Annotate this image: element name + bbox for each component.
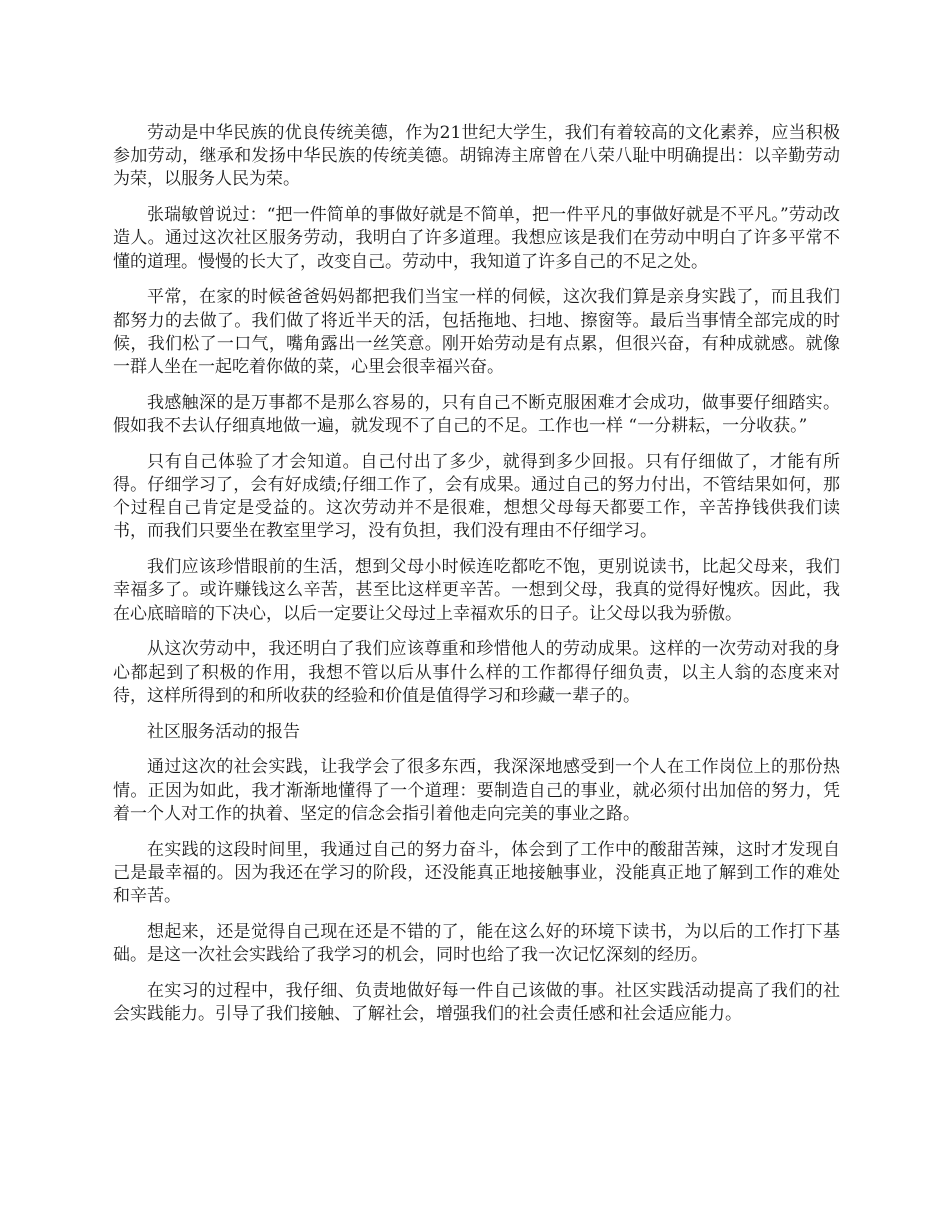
- paragraph-practice-period: 在实践的这段时间里，我通过自己的努力奋斗，体会到了工作中的酸甜苦辣，这时才发现自己是最幸福的。因为我还在学习的阶段，还没能真正地接触事业，没能真正地了解到工作的难处和辛苦。: [113, 839, 840, 907]
- paragraph-internship: 在实习的过程中，我仔细、负责地做好每一件自己该做的事。社区实践活动提高了我们的社会实践能力。引导了我们接触、了解社会，增强我们的社会责任感和社会适应能力。: [113, 980, 840, 1025]
- document-page: [113, 122, 840, 1039]
- paragraph-cherish-life: 我们应该珍惜眼前的生活，想到父母小时候连吃都吃不饱，更别说读书，比起父母来，我们幸福多了。或许赚钱这么辛苦，甚至比这样更辛苦。一想到父母，我真的觉得好愧疚。因此，我在心底暗暗的下决心，以后一定要让父母过上幸福欢乐的日子。让父母以我为骄傲。: [113, 557, 840, 624]
- paragraph-nothing-easy: 我感触深的是万事都不是那么容易的，只有自己不断克服困难才会成功，做事要仔细踏实。假如我不去认仔细真地做一遍，就发现不了自己的不足。工作也一样 “一分耕耘，一分收获。”: [113, 392, 840, 437]
- section-heading: 社区服务活动的报告: [147, 721, 300, 742]
- paragraph-respect-labor: 从这次劳动中，我还明白了我们应该尊重和珍惜他人的劳动成果。这样的一次劳动对我的身心都起到了积极的作用，我想不管以后从事什么样的工作都得仔细负责，以主人翁的态度来对待，这样所得到的和所收获的经验和价值是值得学习和珍藏一辈子的。: [113, 639, 840, 706]
- paragraph-social-practice: 通过这次的社会实践，让我学会了很多东西，我深深地感受到一个人在工作岗位上的那份热情。正因为如此，我才渐渐地懂得了一个道理：要制造自己的事业，就必须付出加倍的努力，凭着一个人对工作的执着、坚定的信念会指引着他走向完美的事业之路。: [113, 757, 840, 824]
- paragraph-reflection: 想起来，还是觉得自己现在还是不错的了，能在这么好的环境下读书，为以后的工作打下基础。是这一次社会实践给了我学习的机会，同时也给了我一次记忆深刻的经历。: [113, 921, 840, 966]
- paragraph-zhang-ruimin-quote: 张瑞敏曾说过：“把一件简单的事做好就是不简单，把一件平凡的事做好就是不平凡。”劳动改造人。通过这次社区服务劳动，我明白了许多道理。我想应该是我们在劳动中明白了许多平常不懂的道理。慢慢的长大了，改变自己。劳动中，我知道了许多自己的不足之处。: [113, 205, 840, 272]
- paragraph-home-practice: 平常，在家的时候爸爸妈妈都把我们当宝一样的伺候，这次我们算是亲身实践了，而且我们都努力的去做了。我们做了将近半天的活，包括拖地、扫地、擦窗等。最后当事情全部完成的时候，我们松了一口气，嘴角露出一丝笑意。刚开始劳动是有点累，但很兴奋，有种成就感。就像一群人坐在一起吃着你做的菜，心里会很幸福兴奋。: [113, 287, 840, 378]
- paragraph-experience: 只有自己体验了才会知道。自己付出了多少，就得到多少回报。只有仔细做了，才能有所得。仔细学习了，会有好成绩;仔细工作了，会有成果。通过自己的努力付出，不管结果如何，那个过程自己肯定是受益的。这次劳动并不是很难，想想父母每天都要工作，辛苦挣钱供我们读书，而我们只要坐在教室里学习，没有负担，我们没有理由不仔细学习。: [113, 451, 840, 542]
- paragraph-labor-virtue: 劳动是中华民族的优良传统美德，作为21世纪大学生，我们有着较高的文化素养，应当积极参加劳动，继承和发扬中华民族的传统美德。胡锦涛主席曾在八荣八耻中明确提出：以辛勤劳动为荣，以服务人民为荣。: [113, 123, 840, 190]
